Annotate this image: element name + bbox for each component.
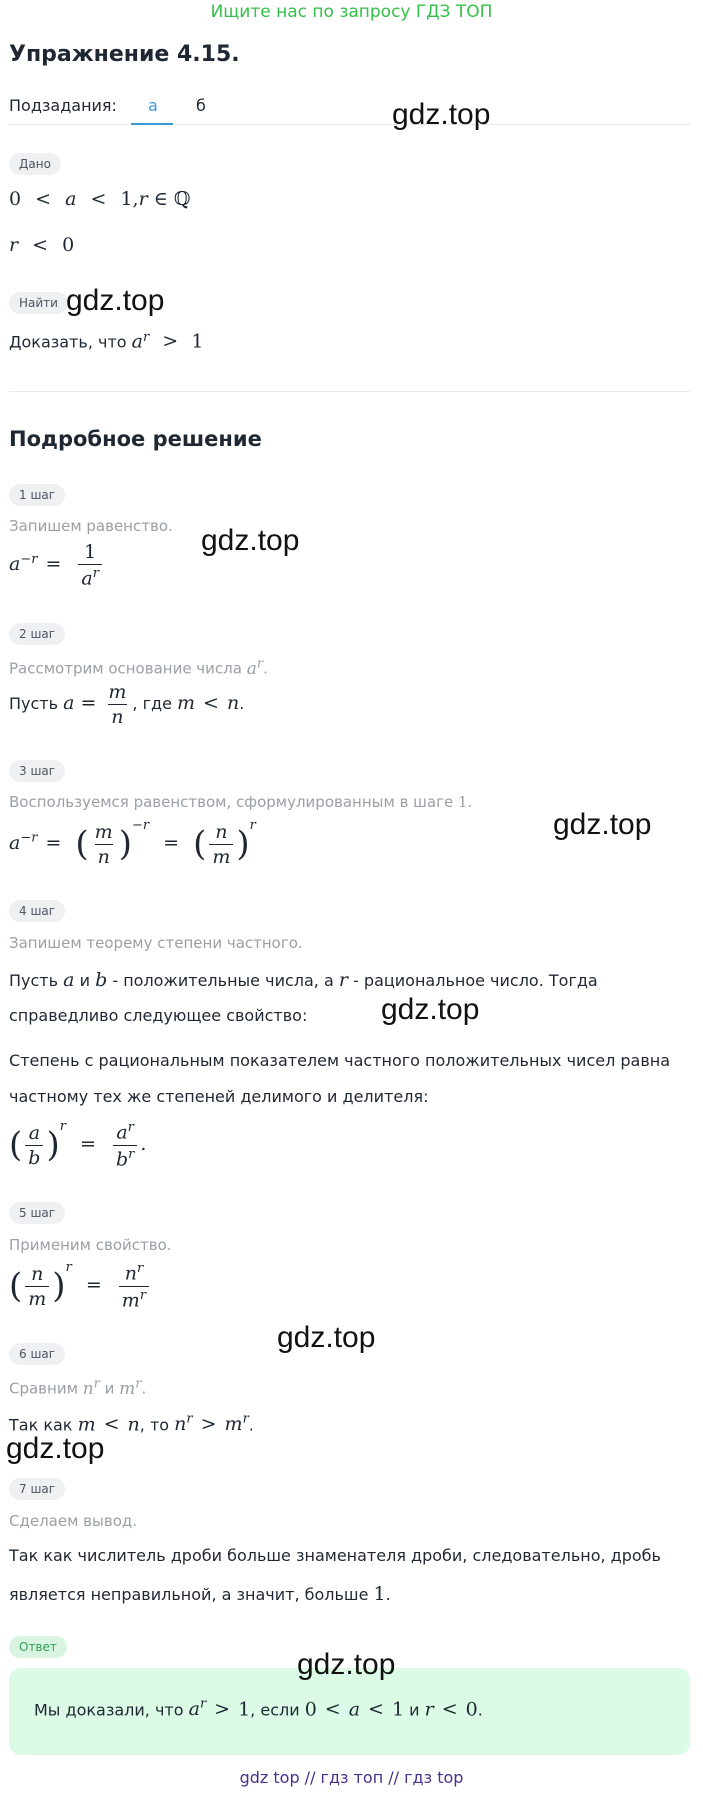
footer-links[interactable]: gdz top // гдз топ // гдз top bbox=[239, 1768, 464, 1787]
step-3-badge: 3 шаг bbox=[9, 760, 65, 782]
active-tab-indicator bbox=[131, 123, 173, 125]
tabs-divider bbox=[9, 124, 690, 125]
step-5-formula: ( $\frac{n}{m}$ )$^r$ = $\frac{n^r}{m^r}$ bbox=[9, 1260, 152, 1311]
step-7-text-1: Так как числитель дроби больше знаменателя дроби, следовательно, дробь bbox=[9, 1546, 661, 1565]
promo-banner[interactable]: Ищите нас по запросу ГДЗ ТОП bbox=[210, 2, 493, 22]
page-title: Упражнение 4.15. bbox=[9, 42, 240, 67]
given-badge: Дано bbox=[9, 153, 61, 175]
given-line-1: 0 < a < 1,r ∈ ℚ bbox=[9, 188, 191, 210]
watermark: gdz.top bbox=[6, 1432, 105, 1465]
step-2-hint: Рассмотрим основание числа $a^r$. bbox=[9, 656, 268, 679]
given-line-2: r < 0 bbox=[9, 234, 75, 256]
find-badge: Найти bbox=[9, 292, 68, 314]
watermark: gdz.top bbox=[201, 524, 300, 557]
step-2-badge: 2 шаг bbox=[9, 623, 65, 645]
step-7-hint: Сделаем вывод. bbox=[9, 1512, 138, 1530]
tab-b[interactable]: б bbox=[196, 96, 206, 115]
step-4-badge: 4 шаг bbox=[9, 900, 65, 922]
step-7-badge: 7 шаг bbox=[9, 1478, 65, 1500]
step-7-text-2: является неправильной, а значит, больше 1. bbox=[9, 1583, 391, 1605]
answer-statement: Мы доказали, что $a^r > 1$, если 0 < a < 1 и r < 0. bbox=[34, 1697, 483, 1721]
step-4-text-1: Пусть a и b - положительные числа, а r - рациональное число. Тогда bbox=[9, 969, 598, 991]
step-3-hint: Воспользуемся равенством, сформулированным в шаге 1. bbox=[9, 793, 473, 811]
step-4-formula: ( $\frac{a}{b}$ )$^r$ = $\frac{a^r}{b^r}$ . bbox=[9, 1119, 147, 1170]
step-4-text-4: частному тех же степеней делимого и делителя: bbox=[9, 1087, 429, 1106]
step-5-hint: Применим свойство. bbox=[9, 1236, 172, 1254]
section-divider bbox=[9, 391, 690, 392]
subtasks-label: Подзадания: bbox=[9, 96, 117, 115]
watermark: gdz.top bbox=[392, 98, 491, 131]
step-4-text-3: Степень с рациональным показателем частного положительных чисел равна bbox=[9, 1051, 671, 1070]
step-6-badge: 6 шаг bbox=[9, 1343, 65, 1365]
watermark: gdz.top bbox=[297, 1648, 396, 1681]
step-4-text-2: справедливо следующее свойство: bbox=[9, 1006, 308, 1025]
step-4-hint: Запишем теорему степени частного. bbox=[9, 934, 303, 952]
solution-title: Подробное решение bbox=[9, 427, 262, 451]
find-statement: Доказать, что $a^r > 1$ bbox=[9, 330, 204, 353]
step-6-statement: Так как m < n, то $n^r > m^r$. bbox=[9, 1412, 254, 1436]
step-2-statement: Пусть a = $\frac{m}{n}$ , где m < n. bbox=[9, 681, 245, 728]
step-1-formula: $a^{-r}$ = $\frac{1}{a^r}$ bbox=[9, 541, 105, 589]
step-6-hint: Сравним $n^r$ и $m^r$. bbox=[9, 1376, 147, 1399]
step-1-badge: 1 шаг bbox=[9, 484, 65, 506]
tab-a[interactable]: а bbox=[148, 96, 158, 115]
watermark: gdz.top bbox=[66, 284, 165, 317]
watermark: gdz.top bbox=[381, 993, 480, 1026]
watermark: gdz.top bbox=[553, 808, 652, 841]
watermark: gdz.top bbox=[277, 1321, 376, 1354]
step-3-formula: $a^{-r}$ = ( $\frac{m}{n}$ )$^{-r}$ = ( $\frac{n}{m}$ )$^r$ bbox=[9, 818, 256, 868]
step-1-hint: Запишем равенство. bbox=[9, 517, 173, 535]
step-5-badge: 5 шаг bbox=[9, 1202, 65, 1224]
answer-badge: Ответ bbox=[9, 1636, 67, 1658]
